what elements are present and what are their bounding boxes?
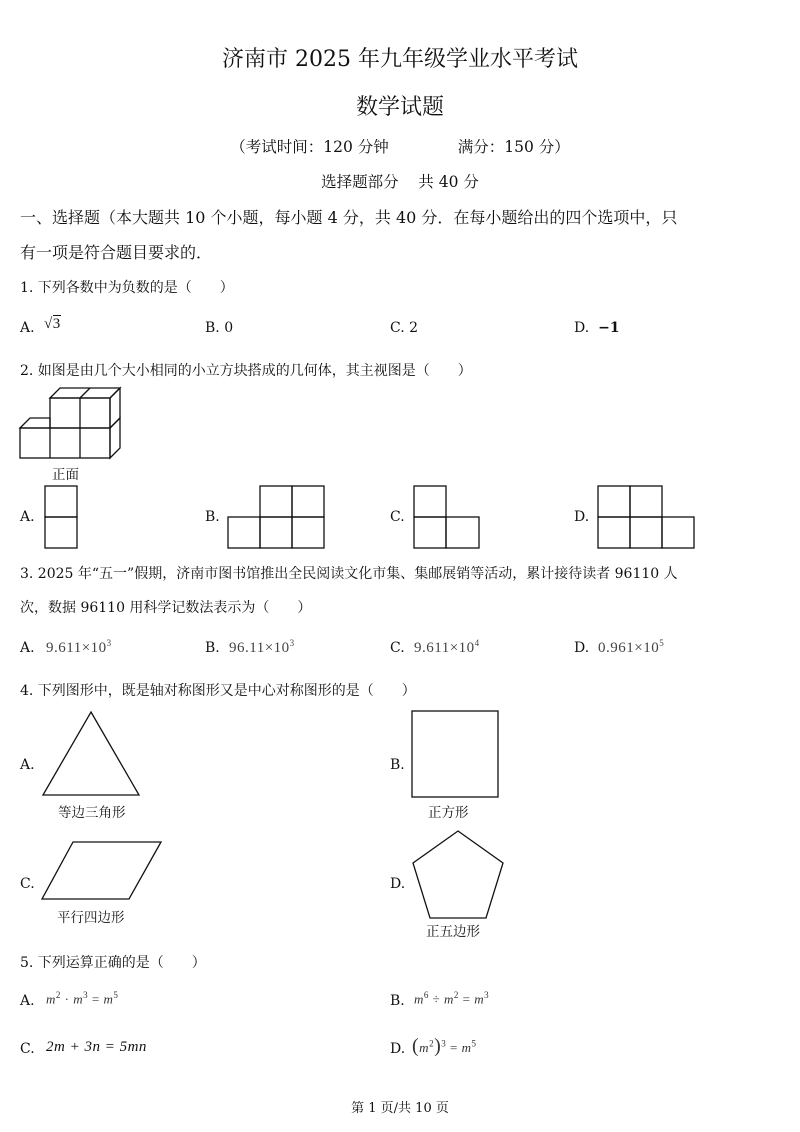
part-intro-line2: 有一项是符合题目要求的． bbox=[20, 243, 213, 262]
q2-option-b-label: B. bbox=[205, 509, 220, 525]
q4-option-a-label: A. bbox=[20, 757, 35, 773]
subject-title: 数学试题 bbox=[355, 95, 444, 120]
q5-option-a-label: A. bbox=[20, 993, 35, 1009]
q4-option-d-label: D. bbox=[390, 876, 406, 892]
q3-option-b-label: B. bbox=[205, 640, 220, 656]
q2-option-d-label: D. bbox=[574, 509, 590, 525]
q3-option-d-value: $0.961\times 10^5$ bbox=[598, 638, 665, 656]
question-4-stem: 4. 下列图形中，既是轴对称图形又是中心对称图形的是（ ） bbox=[20, 683, 416, 699]
q4-option-c-label: C. bbox=[20, 876, 35, 892]
section-title: 选择题部分 共 40 分 bbox=[321, 173, 479, 191]
q5-option-d-label: D. bbox=[390, 1041, 406, 1057]
q3-option-c-label: C. bbox=[390, 640, 405, 656]
q5-option-b-expr: $m^6 \div m^2 = m^3$ bbox=[414, 990, 490, 1007]
q4-option-c-caption: 平行四边形 bbox=[57, 910, 125, 926]
q4-option-a-caption: 等边三角形 bbox=[58, 805, 126, 821]
q2-option-c-label: C. bbox=[390, 509, 405, 525]
q5-option-c-label: C. bbox=[20, 1041, 35, 1057]
parallelogram-figure[interactable] bbox=[41, 841, 163, 901]
q2-option-a-label: A. bbox=[20, 509, 35, 525]
q1-option-d: D. −1 bbox=[574, 320, 620, 336]
q1-option-b: B. 0 bbox=[205, 320, 234, 336]
exam-info: （考试时间：120 分钟 满分：150 分） bbox=[230, 138, 570, 156]
question-3-stem-line1: 3. 2025 年“五一”假期，济南市图书馆推出全民阅读文化市集、集邮展销等活动，累计接待读者 96110 人 bbox=[20, 566, 678, 582]
q4-option-b-caption: 正方形 bbox=[428, 805, 469, 821]
q2-option-d-figure[interactable] bbox=[597, 485, 695, 549]
sqrt-symbol: √ bbox=[44, 316, 53, 332]
q3-option-a-value: $9.611\times 10^3$ bbox=[46, 638, 112, 656]
question-1-stem: 1. 下列各数中为负数的是（ ） bbox=[20, 280, 234, 296]
q2-option-c-figure[interactable] bbox=[413, 485, 481, 549]
square-figure[interactable] bbox=[411, 710, 499, 798]
q3-option-b-value: $96.11\times 10^3$ bbox=[229, 638, 295, 656]
q2-solid-figure bbox=[18, 385, 128, 460]
q1-option-c: C. 2 bbox=[390, 320, 419, 336]
q2-option-b-figure[interactable] bbox=[227, 485, 325, 549]
equilateral-triangle-figure[interactable] bbox=[42, 711, 142, 797]
q5-option-a-expr: $m^2 \cdot m^3 = m^5$ bbox=[46, 990, 119, 1007]
q3-option-a-label: A. bbox=[20, 640, 35, 656]
q3-option-d-label: D. bbox=[574, 640, 590, 656]
q2-option-a-figure[interactable] bbox=[44, 485, 78, 549]
q5-option-b-label: B. bbox=[390, 993, 405, 1009]
q5-option-d-expr: $(m^2)^3 = m^5$ bbox=[412, 1035, 477, 1057]
regular-pentagon-figure[interactable] bbox=[412, 830, 506, 920]
q4-option-d-caption: 正五边形 bbox=[426, 924, 480, 940]
q1-option-a-label: A. bbox=[20, 320, 35, 336]
q4-option-b-label: B. bbox=[390, 757, 405, 773]
q2-figure-caption: 正面 bbox=[52, 467, 79, 483]
part-intro-line1: 一、选择题（本大题共 10 个小题，每小题 4 分，共 40 分．在每小题给出的四个选项中，只 bbox=[20, 208, 678, 227]
page-number: 第 1 页/共 10 页 bbox=[351, 1101, 449, 1116]
exam-title: 济南市 2025 年九年级学业水平考试 bbox=[222, 47, 578, 72]
q1-option-a-value: √3 bbox=[44, 316, 61, 332]
q3-option-c-value: $9.611\times 10^4$ bbox=[414, 638, 480, 656]
question-2-stem: 2. 如图是由几个大小相同的小立方块搭成的几何体，其主视图是（ ） bbox=[20, 363, 472, 379]
question-3-stem-line2: 次，数据 96110 用科学记数法表示为（ ） bbox=[20, 600, 312, 616]
q5-option-c-expr: 2m + 3n = 5mn bbox=[46, 1039, 147, 1055]
question-5-stem: 5. 下列运算正确的是（ ） bbox=[20, 955, 206, 971]
